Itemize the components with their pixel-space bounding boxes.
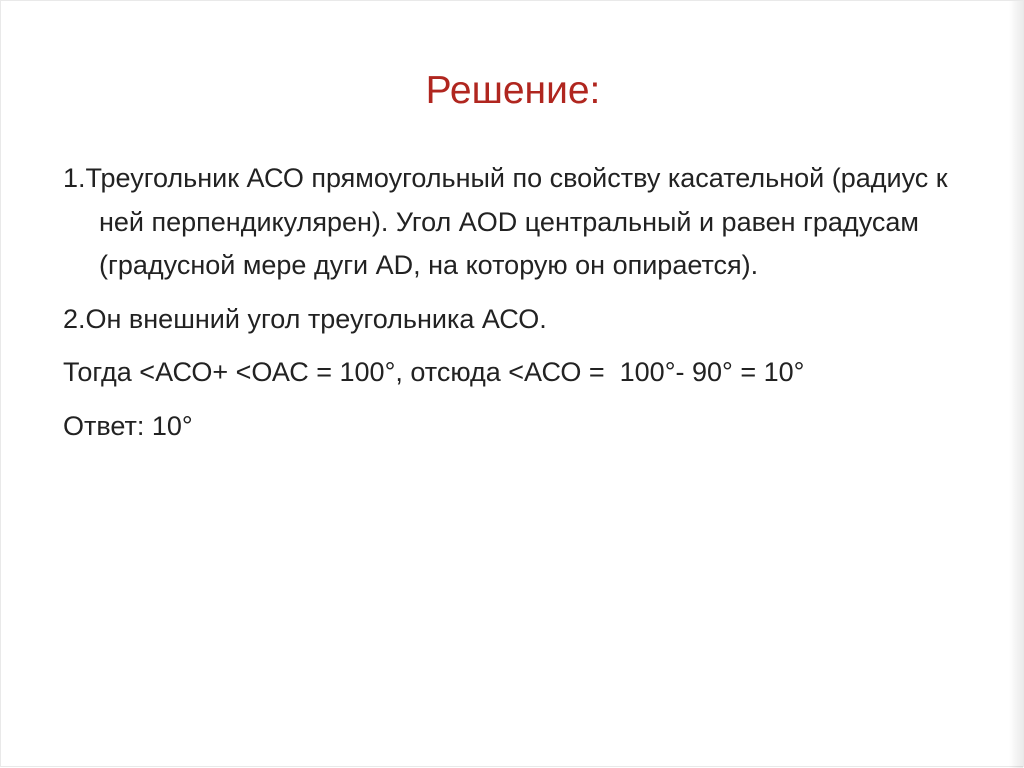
solution-step-2: 2.Он внешний угол треугольника АСО. (63, 303, 547, 334)
solution-answer: Ответ: 10° (63, 410, 193, 441)
solution-equation: Тогда <АСО+ <ОАС = 100°, отсюда <АСО = 100°- 90° = 10° (63, 357, 805, 387)
slide-body (63, 157, 983, 458)
solution-step-1: 1.Треугольник АСО прямоугольный по свойству касательной (радиус к ней перпендикулярен). Угол AOD центральный и равен градусам (градусной мере дуги AD, на которую он опирается). (63, 163, 948, 280)
slide-title: Решение: (425, 69, 601, 112)
slide-edge-shadow (1009, 1, 1023, 768)
